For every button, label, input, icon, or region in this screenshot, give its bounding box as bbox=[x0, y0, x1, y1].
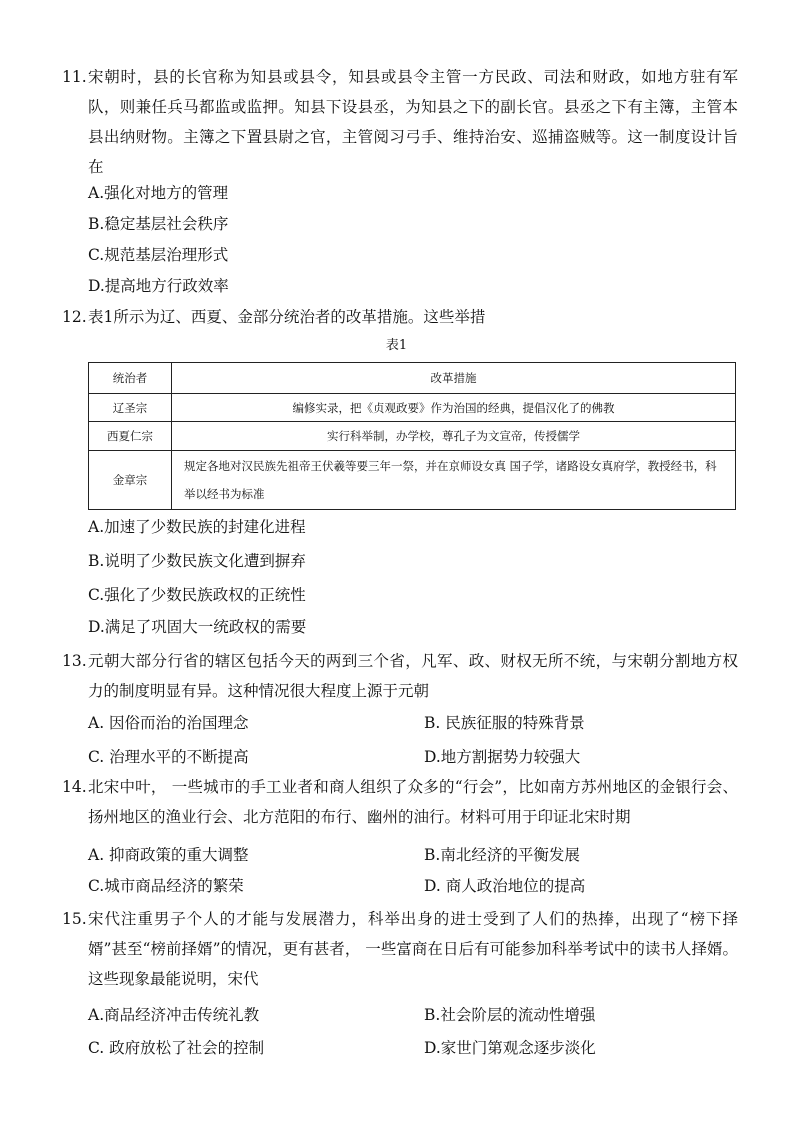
question-number: 12. bbox=[62, 308, 87, 326]
option-b: B.社会阶层的流动性增强 bbox=[424, 1006, 596, 1024]
question-number: 13. bbox=[62, 652, 87, 670]
measures-cell: 编修实录，把《贞观政要》作为治国的经典，提倡汉化了的佛教 bbox=[172, 394, 736, 422]
option-a: A.商品经济冲击传统礼教 bbox=[88, 1006, 260, 1024]
question-stem: 元朝大部分行省的辖区包括今天的两到三个省，凡军、政、财权无所不统，与宋朝分割地方权力的制度明显有异。这种情况很大程度上源于元朝 bbox=[88, 652, 738, 700]
table-row bbox=[89, 451, 736, 510]
question-15 bbox=[62, 904, 738, 994]
option-a: A. 抑商政策的重大调整 bbox=[88, 846, 249, 864]
measures-cell: 规定各地对汉民族先祖帝王伏羲等要三年一祭，并在京师设女真 国子学，诸路设女真府学，教授经书，科举以经书为标准 bbox=[172, 451, 736, 510]
question-14 bbox=[62, 772, 738, 832]
table-caption: 表1 bbox=[385, 338, 408, 353]
ruler-cell: 西夏仁宗 bbox=[89, 422, 172, 451]
ruler-cell: 金章宗 bbox=[89, 451, 172, 510]
option-d: D.地方割据势力较强大 bbox=[424, 748, 581, 766]
question-stem: 宋代注重男子个人的才能与发展潜力，科举出身的进士受到了人们的热捧，出现了“榜下择婿”甚至“榜前择婿”的情况，更有甚者， 一些富商在日后有可能参加科举考试中的读书人择婿。这些现象最能说明，宋代 bbox=[88, 910, 738, 988]
question-stem: 表1所示为辽、西夏、金部分统治者的改革措施。这些举措 bbox=[88, 308, 486, 326]
option-c: C. 政府放松了社会的控制 bbox=[88, 1039, 265, 1057]
option-d: D.家世门第观念逐步淡化 bbox=[424, 1039, 596, 1057]
option-b: B. 民族征服的特殊背景 bbox=[424, 714, 585, 732]
option-a: A. 因俗而治的治国理念 bbox=[88, 714, 249, 732]
header-measures: 改革措施 bbox=[172, 363, 736, 394]
table-row bbox=[89, 394, 736, 422]
option-b: B.说明了少数民族文化遭到摒弃 bbox=[88, 552, 306, 570]
table-header-row bbox=[89, 363, 736, 394]
option-a: A.加速了少数民族的封建化进程 bbox=[88, 518, 306, 536]
question-12 bbox=[62, 302, 738, 332]
question-stem: 宋朝时，县的长官称为知县或县令，知县或县令主管一方民政、司法和财政，如地方驻有军队，则兼任兵马都监或监押。知县下设县丞，为知县之下的副长官。县丞之下有主簿，主管本县出纳财物。主簿之下置县尉之官，主管阅习弓手、维持治安、巡捕盗贼等。这一制度设计旨在 bbox=[88, 68, 738, 176]
question-number: 11. bbox=[62, 68, 87, 86]
ruler-cell: 辽圣宗 bbox=[89, 394, 172, 422]
option-b: B.稳定基层社会秩序 bbox=[88, 215, 229, 233]
question-stem: 北宋中叶， 一些城市的手工业者和商人组织了众多的“行会”，比如南方苏州地区的金银行会、扬州地区的渔业行会、北方范阳的布行、幽州的油行。材料可用于印证北宋时期 bbox=[88, 778, 738, 826]
reform-table bbox=[88, 362, 736, 510]
option-d: D. 商人政治地位的提高 bbox=[424, 877, 586, 895]
question-number: 15. bbox=[62, 910, 87, 928]
option-c: C. 治理水平的不断提高 bbox=[88, 748, 249, 766]
option-d: D.满足了巩固大一统政权的需要 bbox=[88, 618, 307, 636]
option-a: A.强化对地方的管理 bbox=[88, 184, 229, 202]
option-d: D.提高地方行政效率 bbox=[88, 277, 229, 295]
question-number: 14. bbox=[62, 778, 87, 796]
option-c: C.城市商品经济的繁荣 bbox=[88, 877, 244, 895]
header-ruler: 统治者 bbox=[89, 363, 172, 394]
measures-cell: 实行科举制，办学校，尊孔子为文宣帝，传授儒学 bbox=[172, 422, 736, 451]
option-c: C.规范基层治理形式 bbox=[88, 246, 229, 264]
table-row bbox=[89, 422, 736, 451]
option-b: B.南北经济的平衡发展 bbox=[424, 846, 580, 864]
question-13 bbox=[62, 646, 738, 706]
question-11 bbox=[62, 62, 738, 182]
option-c: C.强化了少数民族政权的正统性 bbox=[88, 586, 306, 604]
